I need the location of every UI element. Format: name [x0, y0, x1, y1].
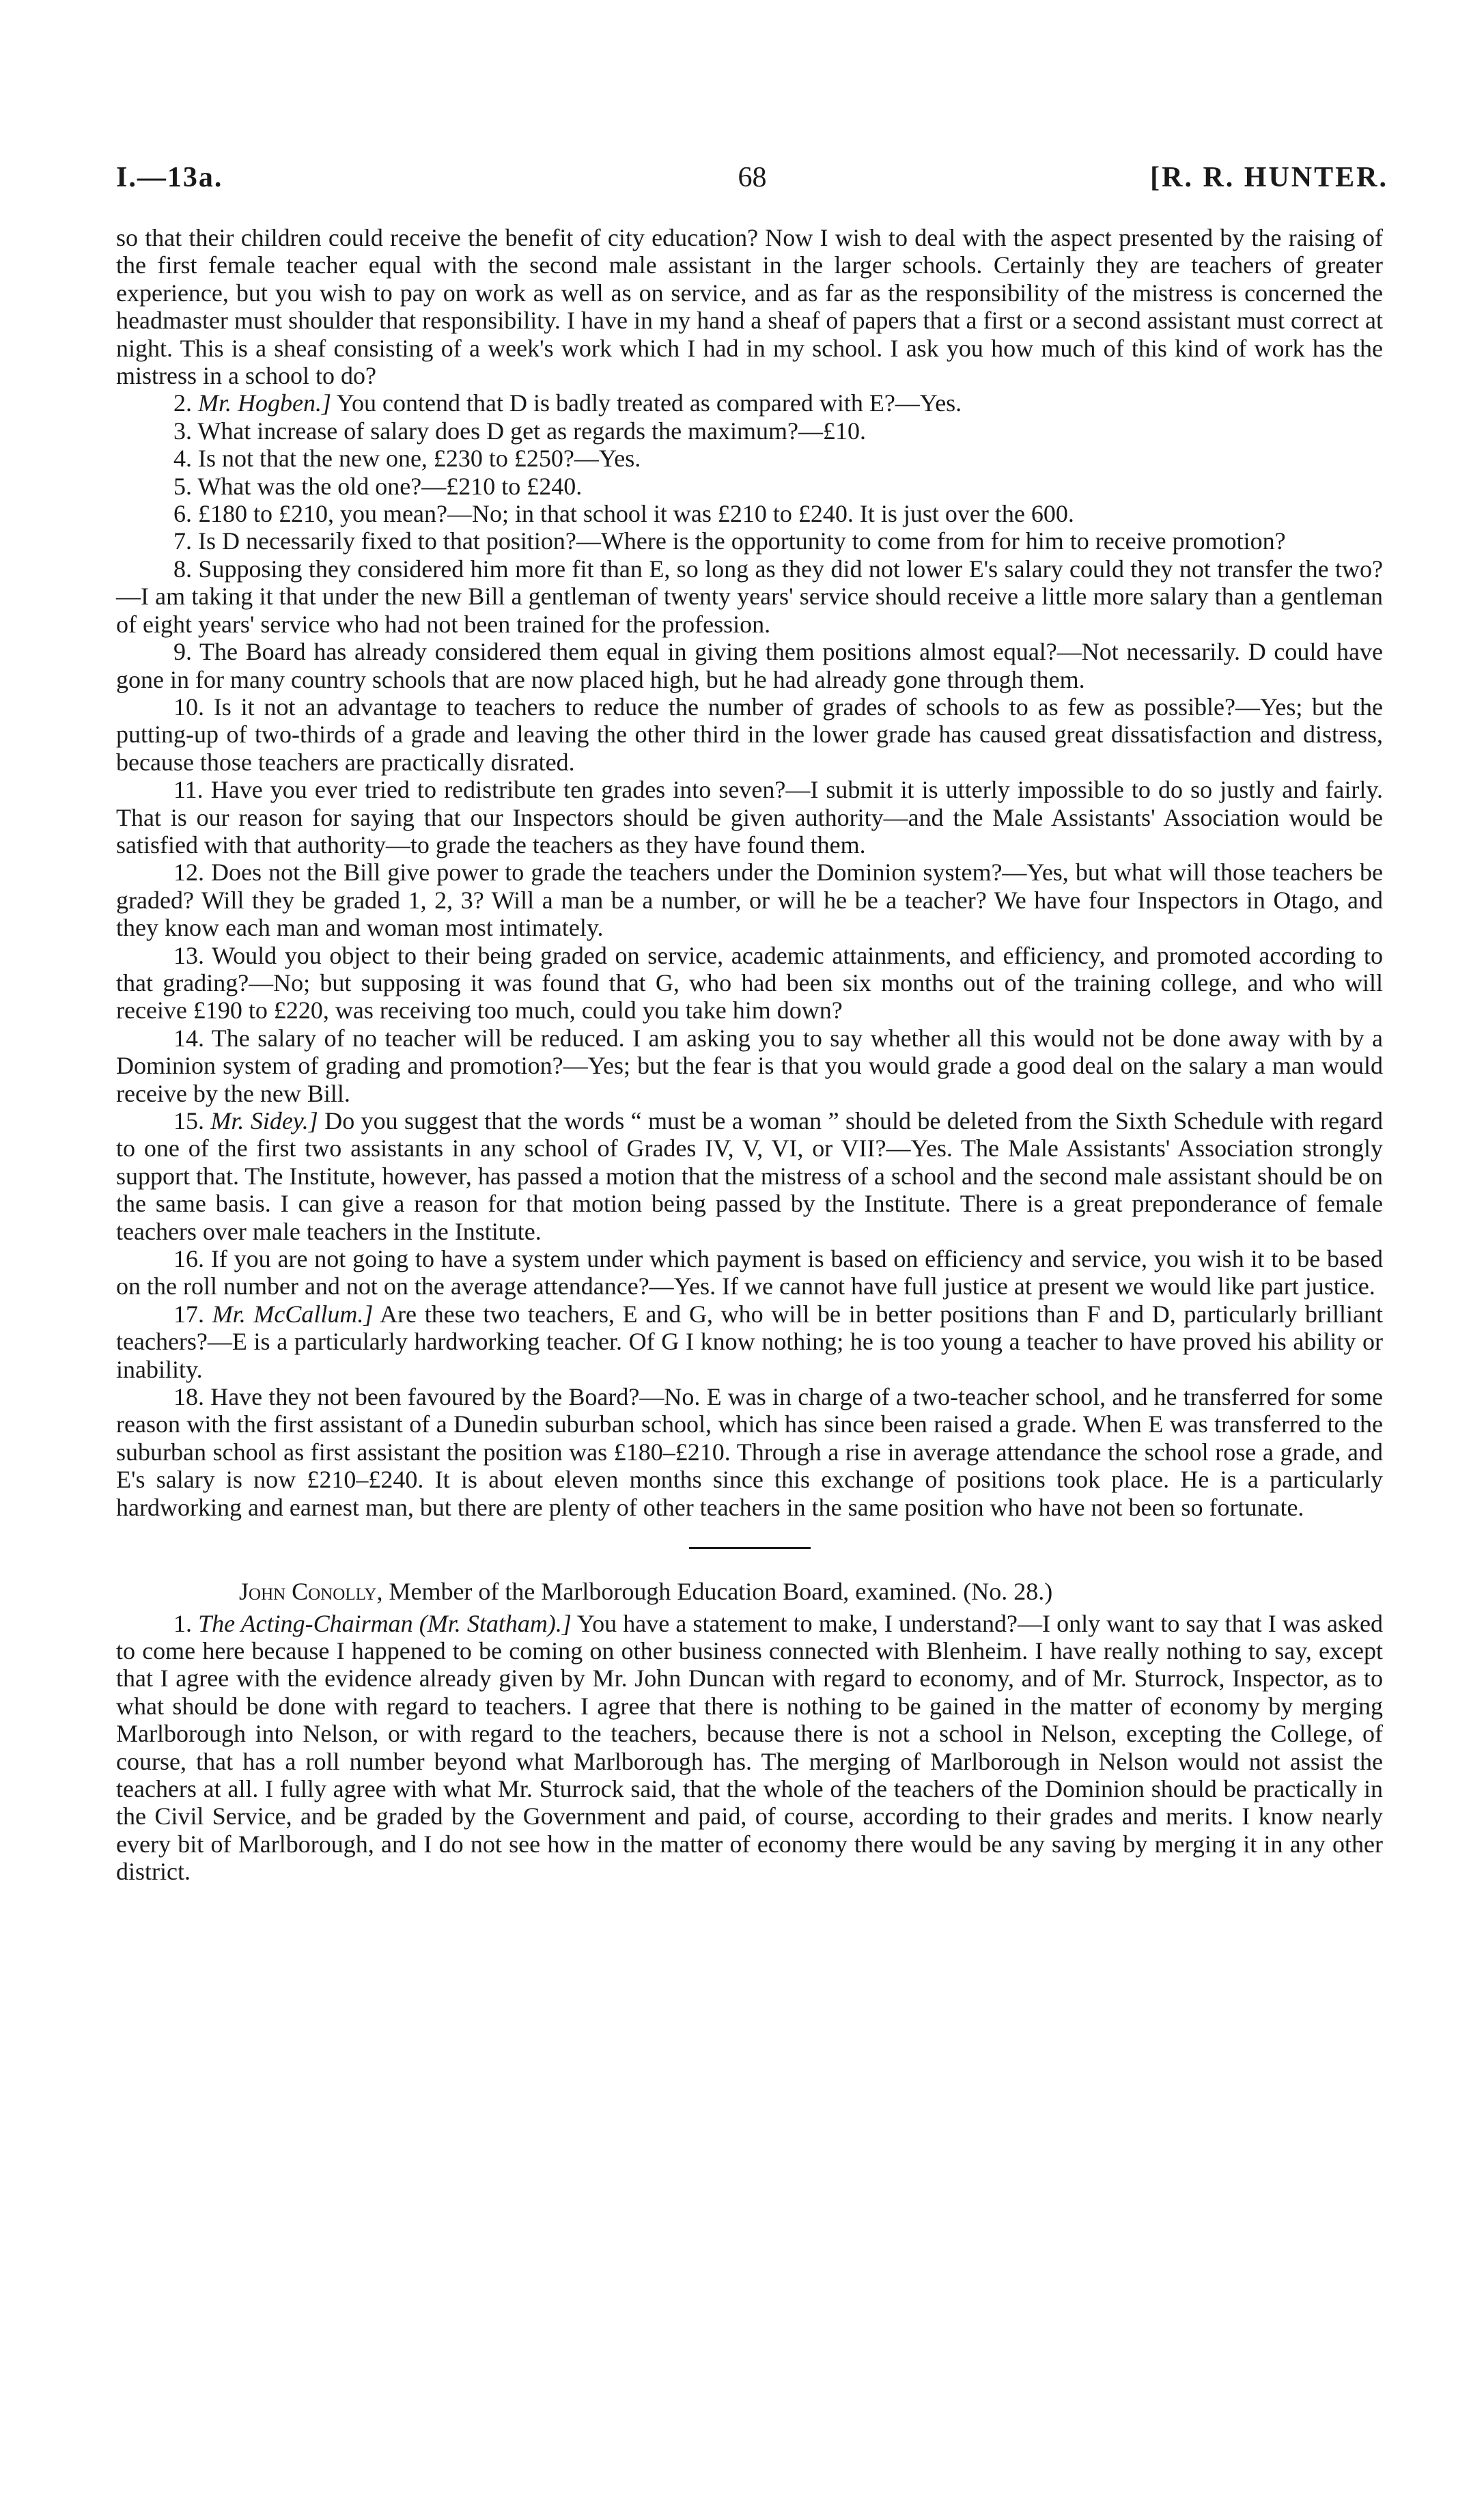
question-11: 11. Have you ever tried to redistribute ten grades into seven?—I submit it is utterly impossible to do so justly and fairly. That is our reason for saying that our Inspectors should be given authority—and the Male Assistants' Association would be satisfied with that authority—to grade the teachers as they have found them. [116, 776, 1383, 859]
question-3: 3. What increase of salary does D get as regards the maximum?—£10. [173, 417, 867, 445]
speaker-name: Mr. McCallum.] [212, 1300, 374, 1328]
question-number: 17. [173, 1300, 204, 1328]
question-text: You have a statement to make, I understand?—I only want to say that I was asked to come here because I happened to be coming on other business connected with Blenheim. I have really nothing to say, except that I agree with the evidence already given by Mr. John Duncan with regard to economy, and of Mr. Sturrock, Inspector, as to what should be done with regard to teachers. I agree that there is nothing to be gained in the matter of economy by merging Marlborough into Nelson, or with regard to the teachers, because there is not a school in Nelson, excepting the College, of course, that has a roll number beyond what Marlborough has. The merging of Marlborough in Nelson would not assist the teachers at all. I fully agree with what Mr. Sturrock said, that the whole of the teachers of the Dominion should be practically in the Civil Service, and be graded by the Government and paid, of course, according to their grades and merits. I know nearly every bit of Marlborough, and I do not see how in the matter of economy there would be any saving by merging it in any other district. [116, 1609, 1384, 1886]
page-number: 68 [738, 162, 767, 193]
question-6: 6. £180 to £210, you mean?—No; in that school it was £210 to £240. It is just over the 600. [173, 500, 1074, 528]
witness-heading [116, 1578, 1383, 1605]
question-number: 2. [173, 389, 192, 417]
question-text: You contend that D is badly treated as compared with E?—Yes. [331, 389, 962, 417]
speaker-name: Mr. Sidey.] [210, 1107, 318, 1134]
question-9: 9. The Board has already considered them equal in giving them positions almost equal?—Not necessarily. D could have gone in for many country schools that are now placed high, but he had already gone through them. [116, 638, 1383, 693]
question-5: 5. What was the old one?—£210 to £240. [173, 472, 583, 500]
section-divider [689, 1547, 811, 1549]
question-17 [116, 1300, 1383, 1383]
question-14: 14. The salary of no teacher will be reduced. I am asking you to say whether all this would not be done away with by a Dominion system of grading and promotion?—Yes; but the fear is that you would grade a good deal on the salary a man would receive by the new Bill. [116, 1024, 1383, 1107]
document-reference: I.—13a. [116, 162, 223, 193]
witness-question-1 [116, 1610, 1383, 1886]
page-body [116, 224, 1383, 1886]
page-header [116, 161, 1388, 202]
opening-paragraph: so that their children could receive the benefit of city education? Now I wish to deal with the aspect presented by the raising of the first female teacher equal with the second male assistant in the larger schools. Certainly they are teachers of greater experience, but you wish to pay on work as well as on service, and as far as the responsibility of the mistress is concerned the headmaster must shoulder that responsibility. I have in my hand a sheaf of papers that a first or a second assistant must correct at night. This is a sheaf consisting of a week's work which I had in my school. I ask you how much of this kind of work has the mistress in a school to do? [116, 224, 1383, 390]
question-number: 1. [173, 1609, 192, 1637]
question-2 [116, 389, 1383, 417]
speaker-name: The Acting-Chairman (Mr. Statham).] [198, 1609, 572, 1637]
question-number: 15. [173, 1107, 204, 1134]
question-16: 16. If you are not going to have a system under which payment is based on efficiency and service, you wish it to be based on the roll number and not on the average attendance?—Yes. If we cannot have full justice at present we would like part justice. [116, 1245, 1383, 1300]
witness-running-head: [R. R. HUNTER. [1150, 162, 1388, 193]
question-18: 18. Have they not been favoured by the Board?—No. E was in charge of a two-teacher school, and he transferred for some reason with the first assistant of a Dunedin suburban school, which has since been raised a grade. When E was transferred to the suburban school as first assistant the position was £180–£210. Through a rise in average attendance the school rose a grade, and E's salary is now £210–£240. It is about eleven months since this exchange of positions took place. He is a particularly hardworking and earnest man, but there are plenty of other teachers in the same position who have not been so fortunate. [116, 1383, 1383, 1521]
question-10: 10. Is it not an advantage to teachers to reduce the number of grades of schools to as few as possible?—Yes; but the putting-up of two-thirds of a grade and leaving the other third in the lower grade has caused great dissatisfaction and distress, because those teachers are practically disrated. [116, 693, 1383, 776]
question-12: 12. Does not the Bill give power to grade the teachers under the Dominion system?—Yes, but what will those teachers be graded? Will they be graded 1, 2, 3? Will a man be a number, or will he be a teacher? We have four Inspectors in Otago, and they know each man and woman most intimately. [116, 859, 1383, 942]
question-8: 8. Supposing they considered him more fit than E, so long as they did not lower E's salary could they not transfer the two?—I am taking it that under the new Bill a gentleman of twenty years' service should receive a little more salary than a gentleman of eight years' service who had not been trained for the profession. [116, 555, 1383, 638]
question-text: Do you suggest that the words “ must be a woman ” should be deleted from the Sixth Schedule with regard to one of the first two assistants in any school of Grades IV, V, VI, or VII?—Yes. The Male Assistants' Association strongly support that. The Institute, however, has passed a motion that the mistress of a school and the second male assistant should be on the same basis. I can give a reason for that motion being passed by the Institute. There is a great preponderance of female teachers over male teachers in the Institute. [116, 1107, 1384, 1245]
question-text: Are these two teachers, E and G, who will be in better positions than F and D, particularly brilliant teachers?—E is a particularly hardworking teacher. Of G I know nothing; he is too young a teacher to have proved his ability or inability. [116, 1300, 1383, 1383]
question-13: 13. Would you object to their being graded on service, academic attainments, and efficiency, and promoted according to that grading?—No; but supposing it was found that G, who had been six months out of the training college, and who will receive £190 to £220, was receiving too much, could you take him down? [116, 941, 1383, 1025]
question-7: 7. Is D necessarily fixed to that position?—Where is the opportunity to come from for him to receive promotion? [173, 527, 1286, 555]
witness-description: , Member of the Marlborough Education Board, examined. (No. 28.) [376, 1578, 1053, 1606]
question-4: 4. Is not that the new one, £230 to £250?—Yes. [173, 445, 641, 473]
witness-name: John Conolly [239, 1578, 377, 1606]
speaker-name: Mr. Hogben.] [198, 389, 331, 417]
question-15 [116, 1107, 1383, 1245]
